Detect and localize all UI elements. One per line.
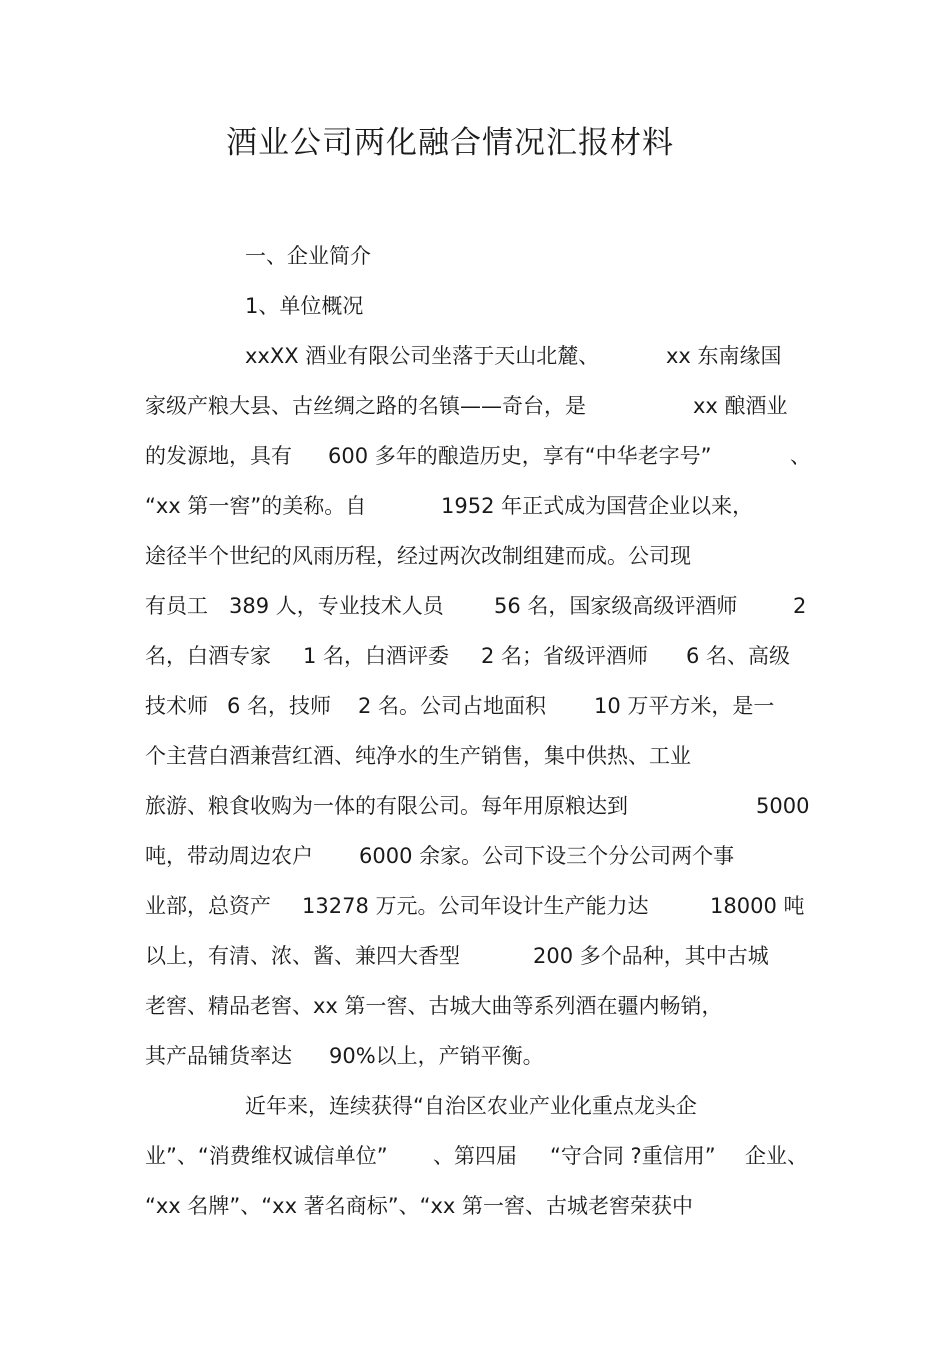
text-segment: 2 名；省级评酒师 <box>481 644 649 668</box>
text-segment: 389 人，专业技术人员 <box>229 594 444 618</box>
text-segment: 90%以上，产销平衡。 <box>329 1044 544 1068</box>
document-title: 酒业公司两化融合情况汇报材料 <box>226 125 674 161</box>
text-segment: 企业、 <box>745 1144 808 1168</box>
text-segment: 老窖、精品老窖、xx 第一窖、古城大曲等系列酒在疆内畅销， <box>145 994 723 1018</box>
text-segment: 5000 <box>756 794 810 818</box>
text-segment: “守合同 ?重信用” <box>550 1144 716 1168</box>
text-segment: 家级产粮大县、古丝绸之路的名镇——奇台，是 <box>145 394 586 418</box>
text-segment: 业部，总资产 <box>145 894 271 918</box>
text-segment: 、第四届 <box>433 1144 517 1168</box>
text-segment: 近年来，连续获得“自治区农业产业化重点龙头企 <box>245 1094 697 1118</box>
text-segment: 200 多个品种，其中古城 <box>533 944 769 968</box>
text-segment: 13278 万元。公司年设计生产能力达 <box>302 894 649 918</box>
text-segment: 1、单位概况 <box>245 294 364 318</box>
text-segment: 吨，带动周边农户 <box>145 844 313 868</box>
text-segment: 6000 余家。公司下设三个分公司两个事 <box>359 844 735 868</box>
text-segment: 个主营白酒兼营红酒、纯净水的生产销售，集中供热、工业 <box>145 744 691 768</box>
text-segment: 6 名、高级 <box>686 644 791 668</box>
text-segment: 2 <box>793 594 807 618</box>
text-segment: “xx 第一窖”的美称。自 <box>145 494 367 518</box>
text-segment: 的发源地，具有 <box>145 444 292 468</box>
text-segment: 有员工 <box>145 594 208 618</box>
text-segment: 1 名，白酒评委 <box>303 644 450 668</box>
text-segment: 名，白酒专家 <box>145 644 271 668</box>
text-segment: xx 酿酒业 <box>693 394 788 418</box>
text-segment: 1952 年正式成为国营企业以来， <box>441 494 754 518</box>
text-segment: 10 万平方米，是一 <box>594 694 775 718</box>
text-segment: xx 东南缘国 <box>666 344 782 368</box>
text-segment: 2 名。公司占地面积 <box>358 694 547 718</box>
text-segment: 业”、“消费维权诚信单位” <box>145 1144 388 1168</box>
text-segment: 、 <box>790 444 811 468</box>
text-segment: 其产品铺货率达 <box>145 1044 292 1068</box>
text-segment: 一、企业简介 <box>245 244 371 268</box>
text-segment: 技术师 <box>145 694 208 718</box>
text-segment: 18000 吨 <box>710 894 805 918</box>
text-segment: 以上，有清、浓、酱、兼四大香型 <box>145 944 460 968</box>
text-segment: 56 名，国家级高级评酒师 <box>494 594 738 618</box>
text-segment: 600 多年的酿造历史，享有“中华老字号” <box>328 444 712 468</box>
text-segment: xxXX 酒业有限公司坐落于天山北麓、 <box>245 344 600 368</box>
text-segment: “xx 名牌”、“xx 著名商标”、“xx 第一窖、古城老窖荣获中 <box>145 1194 693 1218</box>
text-segment: 途径半个世纪的风雨历程，经过两次改制组建而成。公司现 <box>145 544 691 568</box>
text-segment: 旅游、粮食收购为一体的有限公司。每年用原粮达到 <box>145 794 628 818</box>
text-segment: 6 名，技师 <box>227 694 332 718</box>
